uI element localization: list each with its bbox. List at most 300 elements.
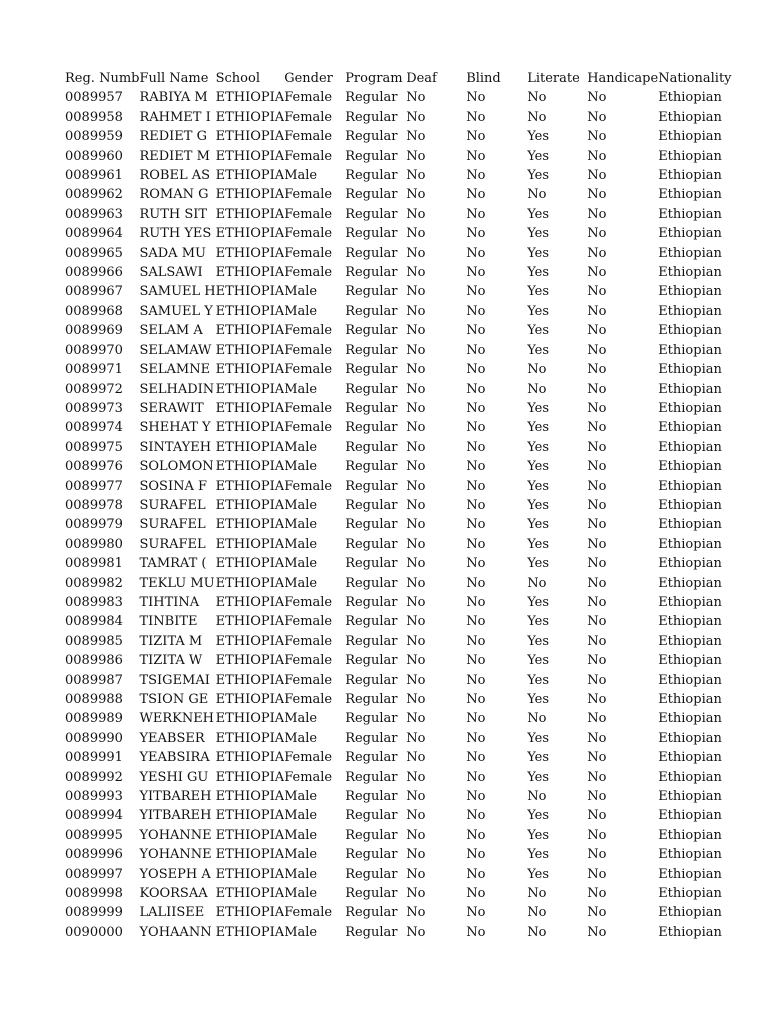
school-cell: ETHIOPIA xyxy=(215,750,285,766)
literate-cell: Yes xyxy=(527,129,550,145)
table-row xyxy=(65,457,732,476)
deaf-cell: No xyxy=(406,206,426,222)
program-cell: Regular xyxy=(345,594,398,610)
gender-cell: Female xyxy=(284,265,333,281)
table-row xyxy=(65,147,732,166)
reg-number-cell: 0089977 xyxy=(65,478,123,494)
blind-cell: No xyxy=(466,90,486,106)
handicapped-cell: No xyxy=(587,653,607,669)
handicapped-cell: No xyxy=(587,168,607,184)
handicapped-cell: No xyxy=(587,711,607,727)
literate-cell: Yes xyxy=(527,168,550,184)
handicapped-cell: No xyxy=(587,808,607,824)
literate-cell: No xyxy=(527,905,547,921)
blind-cell: No xyxy=(466,769,486,785)
reg-number-cell: 0089998 xyxy=(65,886,123,902)
blind-cell: No xyxy=(466,692,486,707)
deaf-cell: No xyxy=(406,789,426,805)
nationality-cell: Ethiopian xyxy=(658,187,722,203)
reg-number-cell: 0089994 xyxy=(65,808,123,824)
full-name-cell: SELHADIN xyxy=(139,381,215,397)
program-cell: Regular xyxy=(345,284,398,300)
full-name-cell: SURAFEL xyxy=(139,517,206,533)
blind-cell: No xyxy=(466,847,486,863)
nationality-cell: Ethiopian xyxy=(658,847,722,863)
handicapped-cell: No xyxy=(587,517,607,533)
nationality-cell: Ethiopian xyxy=(658,362,722,378)
table-row xyxy=(65,632,732,651)
literate-cell: Yes xyxy=(527,672,550,688)
full-name-cell: SOSINA F xyxy=(139,478,207,494)
literate-cell: No xyxy=(527,575,547,591)
blind-cell: No xyxy=(466,265,486,281)
reg-number-cell: 0089984 xyxy=(65,614,123,630)
table-row xyxy=(65,806,732,825)
header-program: Program xyxy=(345,71,403,86)
reg-number-cell: 0089961 xyxy=(65,168,123,184)
blind-cell: No xyxy=(466,381,486,397)
blind-cell: No xyxy=(466,245,486,261)
school-cell: ETHIOPIA xyxy=(215,381,285,397)
blind-cell: No xyxy=(466,536,486,552)
nationality-cell: Ethiopian xyxy=(658,303,722,319)
program-cell: Regular xyxy=(345,847,398,863)
program-cell: Regular xyxy=(345,517,398,533)
nationality-cell: Ethiopian xyxy=(658,556,722,572)
full-name-cell: YOSEPH A xyxy=(139,866,211,882)
table-row xyxy=(65,554,732,573)
full-name-cell: SAMUEL Y xyxy=(139,303,213,319)
gender-cell: Female xyxy=(284,769,333,785)
gender-cell: Female xyxy=(284,400,333,416)
full-name-cell: TINBITE xyxy=(139,614,198,630)
handicapped-cell: No xyxy=(587,439,607,455)
full-name-cell: SINTAYEH xyxy=(139,439,212,455)
nationality-cell: Ethiopian xyxy=(658,575,722,591)
school-cell: ETHIOPIA xyxy=(215,536,285,552)
full-name-cell: SAMUEL H xyxy=(139,284,216,300)
blind-cell: No xyxy=(466,284,486,300)
school-cell: ETHIOPIA xyxy=(215,90,285,106)
table-row xyxy=(65,224,732,243)
full-name-cell: SALSAWI xyxy=(139,265,203,281)
nationality-cell: Ethiopian xyxy=(658,517,722,533)
program-cell: Regular xyxy=(345,653,398,669)
school-cell: ETHIOPIA xyxy=(215,497,285,513)
school-cell: ETHIOPIA xyxy=(215,265,285,281)
handicapped-cell: No xyxy=(587,556,607,572)
program-cell: Regular xyxy=(345,400,398,416)
literate-cell: Yes xyxy=(527,808,550,824)
handicapped-cell: No xyxy=(587,90,607,106)
handicapped-cell: No xyxy=(587,594,607,610)
reg-number-cell: 0089975 xyxy=(65,439,123,455)
reg-number-cell: 0089988 xyxy=(65,692,123,707)
literate-cell: Yes xyxy=(527,653,550,669)
school-cell: ETHIOPIA xyxy=(215,478,285,494)
program-cell: Regular xyxy=(345,886,398,902)
reg-number-cell: 0089989 xyxy=(65,711,123,727)
gender-cell: Male xyxy=(284,866,318,882)
gender-cell: Male xyxy=(284,924,318,940)
literate-cell: Yes xyxy=(527,692,550,707)
deaf-cell: No xyxy=(406,924,426,940)
deaf-cell: No xyxy=(406,226,426,242)
handicapped-cell: No xyxy=(587,789,607,805)
reg-number-cell: 0089983 xyxy=(65,594,123,610)
full-name-cell: SOLOMON xyxy=(139,459,214,475)
reg-number-cell: 0089968 xyxy=(65,303,123,319)
school-cell: ETHIOPIA xyxy=(215,556,285,572)
program-cell: Regular xyxy=(345,672,398,688)
school-cell: ETHIOPIA xyxy=(215,109,285,125)
gender-cell: Male xyxy=(284,711,318,727)
full-name-cell: RAHMET I xyxy=(139,109,211,125)
table-row xyxy=(65,574,732,593)
school-cell: ETHIOPIA xyxy=(215,594,285,610)
school-cell: ETHIOPIA xyxy=(215,187,285,203)
blind-cell: No xyxy=(466,905,486,921)
table-row xyxy=(65,768,732,787)
header-school: School xyxy=(215,71,260,86)
school-cell: ETHIOPIA xyxy=(215,148,285,164)
school-cell: ETHIOPIA xyxy=(215,769,285,785)
header-reg-number: Reg. Numb xyxy=(65,71,140,86)
blind-cell: No xyxy=(466,168,486,184)
nationality-cell: Ethiopian xyxy=(658,866,722,882)
blind-cell: No xyxy=(466,750,486,766)
nationality-cell: Ethiopian xyxy=(658,594,722,610)
handicapped-cell: No xyxy=(587,265,607,281)
blind-cell: No xyxy=(466,148,486,164)
full-name-cell: SELAMAW xyxy=(139,342,212,358)
table-row xyxy=(65,263,732,282)
deaf-cell: No xyxy=(406,284,426,300)
program-cell: Regular xyxy=(345,362,398,378)
deaf-cell: No xyxy=(406,265,426,281)
table-row xyxy=(65,748,732,767)
table-row xyxy=(65,535,732,554)
school-cell: ETHIOPIA xyxy=(215,284,285,300)
reg-number-cell: 0089960 xyxy=(65,148,123,164)
school-cell: ETHIOPIA xyxy=(215,400,285,416)
school-cell: ETHIOPIA xyxy=(215,886,285,902)
deaf-cell: No xyxy=(406,109,426,125)
literate-cell: Yes xyxy=(527,478,550,494)
handicapped-cell: No xyxy=(587,323,607,339)
handicapped-cell: No xyxy=(587,575,607,591)
nationality-cell: Ethiopian xyxy=(658,827,722,843)
program-cell: Regular xyxy=(345,109,398,125)
gender-cell: Female xyxy=(284,478,333,494)
handicapped-cell: No xyxy=(587,400,607,416)
blind-cell: No xyxy=(466,730,486,746)
gender-cell: Male xyxy=(284,497,318,513)
gender-cell: Female xyxy=(284,187,333,203)
blind-cell: No xyxy=(466,439,486,455)
gender-cell: Female xyxy=(284,420,333,436)
gender-cell: Male xyxy=(284,886,318,902)
literate-cell: Yes xyxy=(527,459,550,475)
nationality-cell: Ethiopian xyxy=(658,497,722,513)
blind-cell: No xyxy=(466,594,486,610)
literate-cell: Yes xyxy=(527,536,550,552)
reg-number-cell: 0089990 xyxy=(65,730,123,746)
full-name-cell: TSION GE xyxy=(139,692,209,707)
program-cell: Regular xyxy=(345,342,398,358)
nationality-cell: Ethiopian xyxy=(658,808,722,824)
school-cell: ETHIOPIA xyxy=(215,789,285,805)
nationality-cell: Ethiopian xyxy=(658,750,722,766)
handicapped-cell: No xyxy=(587,362,607,378)
program-cell: Regular xyxy=(345,536,398,552)
reg-number-cell: 0089965 xyxy=(65,245,123,261)
full-name-cell: WERKNEH xyxy=(139,711,215,727)
full-name-cell: SHEHAT Y xyxy=(139,420,211,436)
program-cell: Regular xyxy=(345,769,398,785)
handicapped-cell: No xyxy=(587,381,607,397)
table-body xyxy=(65,69,732,942)
reg-number-cell: 0089959 xyxy=(65,129,123,145)
blind-cell: No xyxy=(466,827,486,843)
gender-cell: Male xyxy=(284,439,318,455)
full-name-cell: REDIET G xyxy=(139,129,207,145)
deaf-cell: No xyxy=(406,905,426,921)
deaf-cell: No xyxy=(406,847,426,863)
full-name-cell: TIHTINA xyxy=(139,594,200,610)
deaf-cell: No xyxy=(406,459,426,475)
table-row xyxy=(65,321,732,340)
program-cell: Regular xyxy=(345,750,398,766)
blind-cell: No xyxy=(466,226,486,242)
gender-cell: Male xyxy=(284,847,318,863)
blind-cell: No xyxy=(466,459,486,475)
full-name-cell: TIZITA M xyxy=(139,633,203,649)
literate-cell: Yes xyxy=(527,769,550,785)
literate-cell: Yes xyxy=(527,847,550,863)
reg-number-cell: 0089999 xyxy=(65,905,123,921)
full-name-cell: ROBEL AS xyxy=(139,168,211,184)
blind-cell: No xyxy=(466,886,486,902)
table-row xyxy=(65,612,732,631)
gender-cell: Female xyxy=(284,614,333,630)
blind-cell: No xyxy=(466,323,486,339)
school-cell: ETHIOPIA xyxy=(215,245,285,261)
program-cell: Regular xyxy=(345,905,398,921)
table-row xyxy=(65,865,732,884)
blind-cell: No xyxy=(466,187,486,203)
literate-cell: Yes xyxy=(527,439,550,455)
blind-cell: No xyxy=(466,362,486,378)
literate-cell: Yes xyxy=(527,614,550,630)
blind-cell: No xyxy=(466,808,486,824)
handicapped-cell: No xyxy=(587,750,607,766)
school-cell: ETHIOPIA xyxy=(215,827,285,843)
full-name-cell: YOHAANN xyxy=(139,924,212,940)
program-cell: Regular xyxy=(345,459,398,475)
gender-cell: Female xyxy=(284,905,333,921)
table-row xyxy=(65,360,732,379)
table-row xyxy=(65,244,732,263)
deaf-cell: No xyxy=(406,400,426,416)
school-cell: ETHIOPIA xyxy=(215,439,285,455)
school-cell: ETHIOPIA xyxy=(215,633,285,649)
school-cell: ETHIOPIA xyxy=(215,517,285,533)
program-cell: Regular xyxy=(345,420,398,436)
gender-cell: Male xyxy=(284,381,318,397)
nationality-cell: Ethiopian xyxy=(658,342,722,358)
program-cell: Regular xyxy=(345,226,398,242)
handicapped-cell: No xyxy=(587,497,607,513)
full-name-cell: KOORSAA xyxy=(139,886,208,902)
deaf-cell: No xyxy=(406,672,426,688)
literate-cell: No xyxy=(527,109,547,125)
nationality-cell: Ethiopian xyxy=(658,536,722,552)
handicapped-cell: No xyxy=(587,187,607,203)
table-row xyxy=(65,593,732,612)
reg-number-cell: 0089982 xyxy=(65,575,123,591)
gender-cell: Female xyxy=(284,342,333,358)
table-row xyxy=(65,787,732,806)
deaf-cell: No xyxy=(406,129,426,145)
school-cell: ETHIOPIA xyxy=(215,614,285,630)
gender-cell: Female xyxy=(284,206,333,222)
table-row xyxy=(65,166,732,185)
table-row xyxy=(65,477,732,496)
table-row xyxy=(65,651,732,670)
literate-cell: No xyxy=(527,924,547,940)
literate-cell: Yes xyxy=(527,866,550,882)
gender-cell: Female xyxy=(284,245,333,261)
full-name-cell: YEABSIRA xyxy=(139,750,210,766)
handicapped-cell: No xyxy=(587,148,607,164)
gender-cell: Male xyxy=(284,168,318,184)
blind-cell: No xyxy=(466,206,486,222)
deaf-cell: No xyxy=(406,303,426,319)
blind-cell: No xyxy=(466,789,486,805)
nationality-cell: Ethiopian xyxy=(658,420,722,436)
deaf-cell: No xyxy=(406,827,426,843)
table-row xyxy=(65,108,732,127)
program-cell: Regular xyxy=(345,575,398,591)
gender-cell: Male xyxy=(284,808,318,824)
handicapped-cell: No xyxy=(587,206,607,222)
blind-cell: No xyxy=(466,342,486,358)
deaf-cell: No xyxy=(406,342,426,358)
full-name-cell: SADA MU xyxy=(139,245,206,261)
reg-number-cell: 0089979 xyxy=(65,517,123,533)
blind-cell: No xyxy=(466,303,486,319)
table-row xyxy=(65,884,732,903)
deaf-cell: No xyxy=(406,808,426,824)
nationality-cell: Ethiopian xyxy=(658,459,722,475)
program-cell: Regular xyxy=(345,478,398,494)
handicapped-cell: No xyxy=(587,866,607,882)
program-cell: Regular xyxy=(345,206,398,222)
deaf-cell: No xyxy=(406,653,426,669)
blind-cell: No xyxy=(466,478,486,494)
gender-cell: Female xyxy=(284,129,333,145)
table-row xyxy=(65,282,732,301)
gender-cell: Male xyxy=(284,517,318,533)
program-cell: Regular xyxy=(345,924,398,940)
nationality-cell: Ethiopian xyxy=(658,633,722,649)
literate-cell: Yes xyxy=(527,750,550,766)
full-name-cell: REDIET M xyxy=(139,148,210,164)
full-name-cell: YOHANNE xyxy=(139,827,212,843)
gender-cell: Female xyxy=(284,692,333,707)
reg-number-cell: 0089971 xyxy=(65,362,123,378)
literate-cell: Yes xyxy=(527,730,550,746)
nationality-cell: Ethiopian xyxy=(658,905,722,921)
nationality-cell: Ethiopian xyxy=(658,284,722,300)
reg-number-cell: 0089996 xyxy=(65,847,123,863)
nationality-cell: Ethiopian xyxy=(658,653,722,669)
gender-cell: Female xyxy=(284,323,333,339)
deaf-cell: No xyxy=(406,439,426,455)
nationality-cell: Ethiopian xyxy=(658,245,722,261)
program-cell: Regular xyxy=(345,265,398,281)
program-cell: Regular xyxy=(345,633,398,649)
school-cell: ETHIOPIA xyxy=(215,692,285,707)
literate-cell: Yes xyxy=(527,342,550,358)
program-cell: Regular xyxy=(345,692,398,707)
school-cell: ETHIOPIA xyxy=(215,459,285,475)
nationality-cell: Ethiopian xyxy=(658,129,722,145)
literate-cell: Yes xyxy=(527,303,550,319)
gender-cell: Female xyxy=(284,594,333,610)
nationality-cell: Ethiopian xyxy=(658,168,722,184)
school-cell: ETHIOPIA xyxy=(215,575,285,591)
program-cell: Regular xyxy=(345,245,398,261)
literate-cell: No xyxy=(527,886,547,902)
handicapped-cell: No xyxy=(587,226,607,242)
deaf-cell: No xyxy=(406,633,426,649)
deaf-cell: No xyxy=(406,362,426,378)
gender-cell: Male xyxy=(284,827,318,843)
program-cell: Regular xyxy=(345,866,398,882)
literate-cell: No xyxy=(527,711,547,727)
nationality-cell: Ethiopian xyxy=(658,886,722,902)
full-name-cell: YEABSER xyxy=(139,730,205,746)
full-name-cell: SERAWIT xyxy=(139,400,204,416)
table-row xyxy=(65,127,732,146)
nationality-cell: Ethiopian xyxy=(658,924,722,940)
header-deaf: Deaf xyxy=(406,71,437,86)
gender-cell: Male xyxy=(284,303,318,319)
handicapped-cell: No xyxy=(587,769,607,785)
full-name-cell: YITBAREH xyxy=(139,789,212,805)
header-gender: Gender xyxy=(284,71,333,86)
table-row xyxy=(65,923,732,942)
student-table xyxy=(65,69,732,942)
reg-number-cell: 0089957 xyxy=(65,90,123,106)
handicapped-cell: No xyxy=(587,459,607,475)
blind-cell: No xyxy=(466,633,486,649)
table-row xyxy=(65,845,732,864)
reg-number-cell: 0089963 xyxy=(65,206,123,222)
literate-cell: No xyxy=(527,381,547,397)
handicapped-cell: No xyxy=(587,536,607,552)
handicapped-cell: No xyxy=(587,614,607,630)
full-name-cell: RUTH YES xyxy=(139,226,212,242)
reg-number-cell: 0089970 xyxy=(65,342,123,358)
reg-number-cell: 0089997 xyxy=(65,866,123,882)
gender-cell: Male xyxy=(284,789,318,805)
program-cell: Regular xyxy=(345,129,398,145)
reg-number-cell: 0089986 xyxy=(65,653,123,669)
literate-cell: Yes xyxy=(527,420,550,436)
